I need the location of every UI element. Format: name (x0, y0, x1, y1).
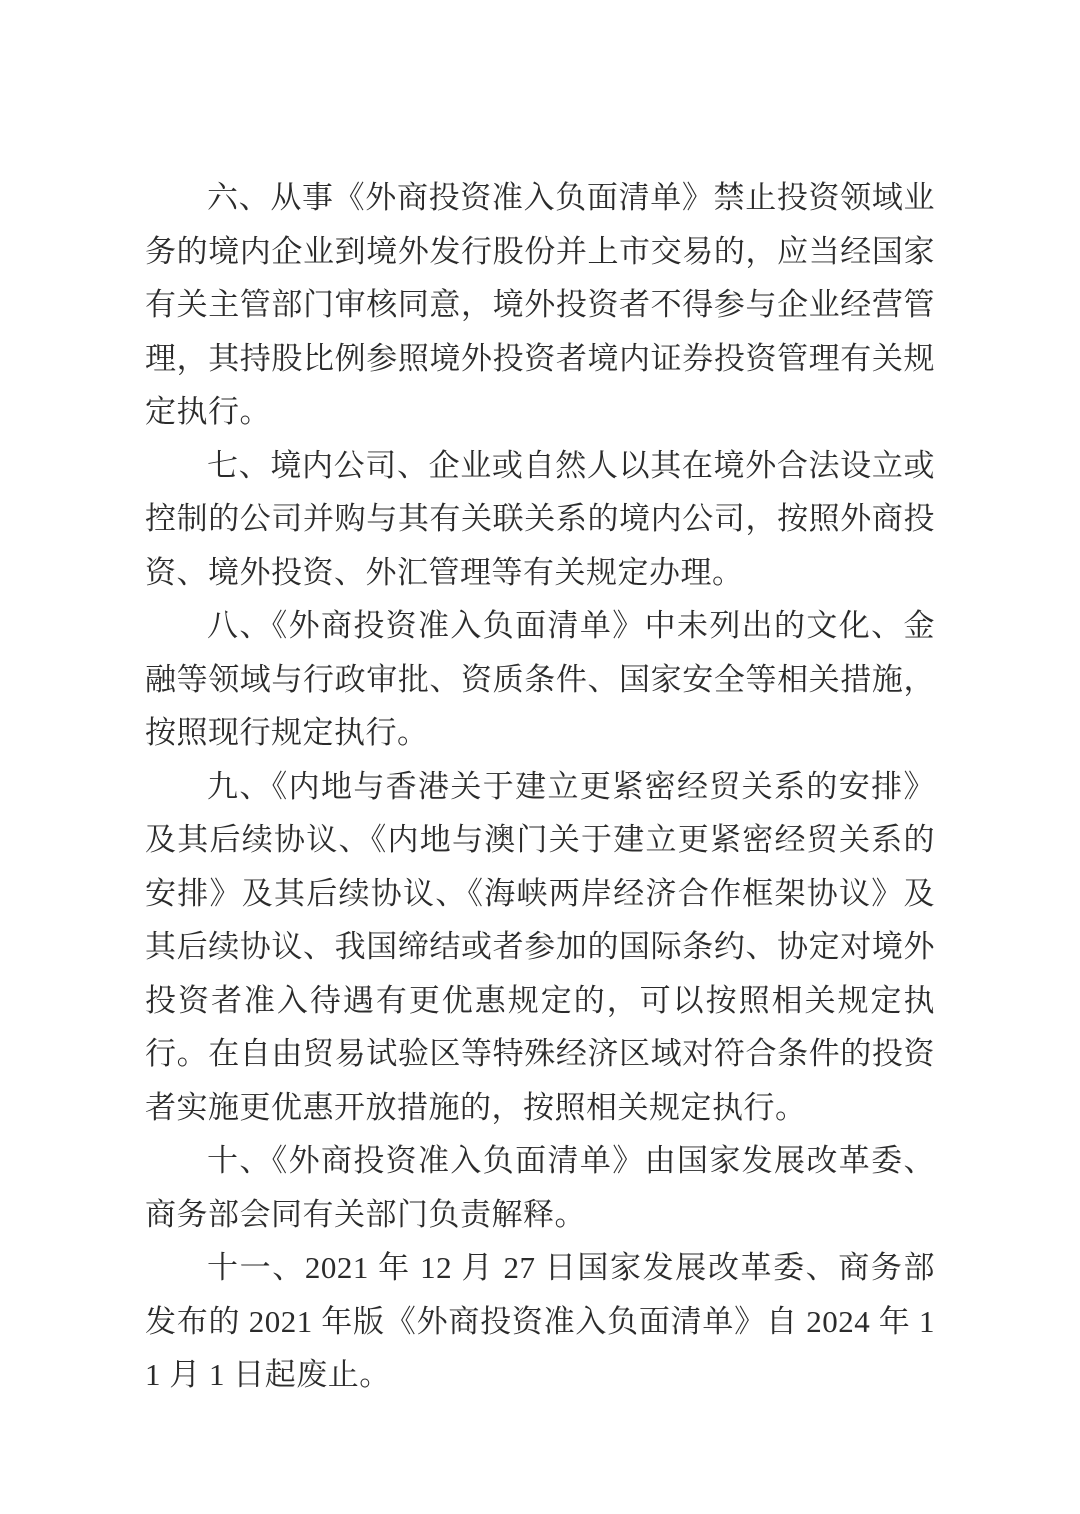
paragraph-item-10: 十、《外商投资准入负面清单》由国家发展改革委、商务部会同有关部门负责解释。 (145, 1143, 935, 1232)
paragraph-item-9: 九、《内地与香港关于建立更紧密经贸关系的安排》及其后续协议、《内地与澳门关于建立更紧密经贸关系的安排》及其后续协议、《海峡两岸经济合作框架协议》及其后续协议、我国缔结或者参加的国际条约、协定对境外投资者准入待遇有更优惠规定的，可以按照相关规定执行。在自由贸易试验区等特殊经济区域对符合条件的投资者实施更优惠开放措施的，按照相关规定执行。 (145, 768, 935, 1125)
paragraph-item-11: 十一、2021 年 12 月 27 日国家发展改革委、商务部发布的 2021 年版《外商投资准入负面清单》自 2024 年 11 月 1 日起废止。 (145, 1250, 935, 1392)
paragraph-item-8: 八、《外商投资准入负面清单》中未列出的文化、金融等领域与行政审批、资质条件、国家安全等相关措施，按照现行规定执行。 (145, 608, 935, 750)
paragraph-item-7: 七、境内公司、企业或自然人以其在境外合法设立或控制的公司并购与其有关联关系的境内公司，按照外商投资、境外投资、外汇管理等有关规定办理。 (145, 447, 935, 590)
document-text-block (145, 171, 935, 1402)
paragraph-item-6: 六、从事《外商投资准入负面清单》禁止投资领域业务的境内企业到境外发行股份并上市交易的，应当经国家有关主管部门审核同意，境外投资者不得参与企业经营管理，其持股比例参照境外投资者境内证券投资管理有关规定执行。 (145, 180, 935, 429)
